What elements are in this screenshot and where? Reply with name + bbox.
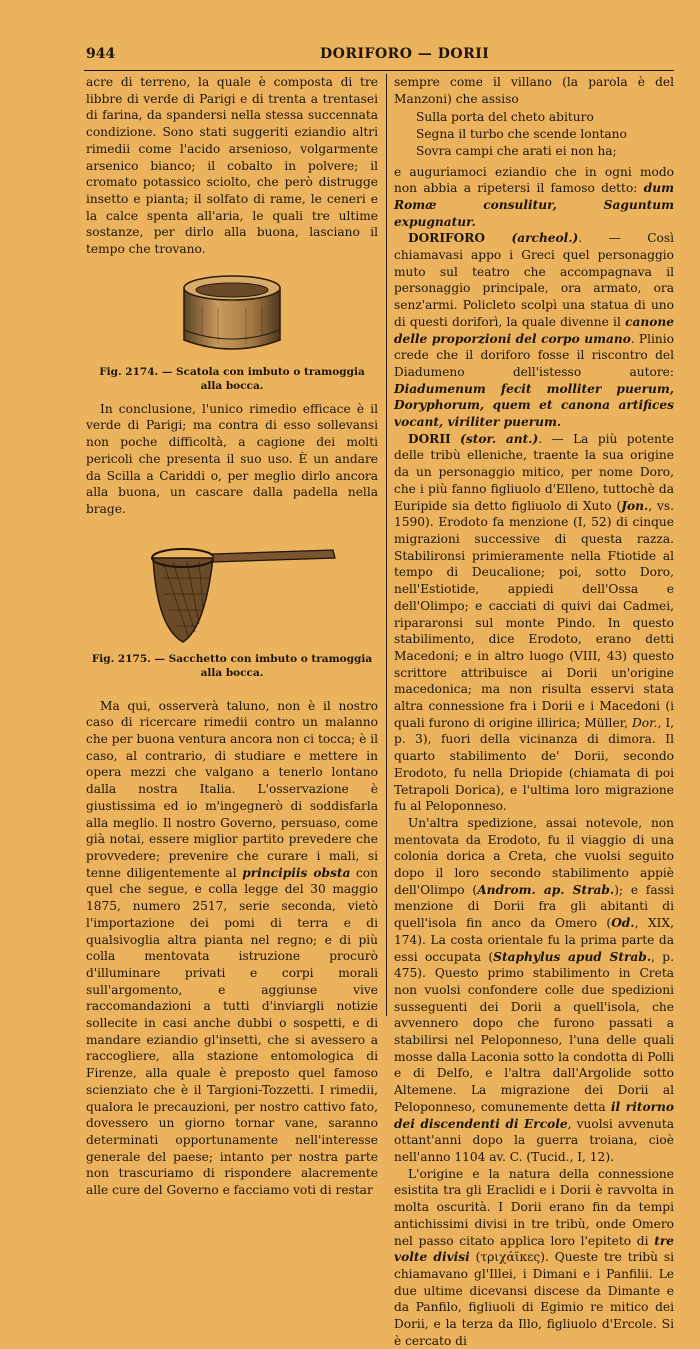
entry-doriforo: DORIFORO (archeol.). — Così chiamavasi appo i Greci quel personaggio muto sul teatro che accompagnava il personaggio principale, ora armato, ora senz'armi. Policleto scolpì una statua di uno di questi doriforì, la quale divenne il canone delle proporzioni del corpo umano. Plinio crede che il doriforo fosse il riscontro del Diadumeno dell'istesso autore: Diadumenum fecit molliter puerum, Doryphorum, quem et canona artifices vocant, viriliter puerum. xyxy=(394,231,675,430)
poem-line: Sulla porta del cheto abituro xyxy=(416,110,594,125)
citation: Androm. ap. Strab. xyxy=(477,882,615,897)
emphasis: tre volte divisi xyxy=(394,1233,675,1265)
entry-tag: (stor. ant.) xyxy=(460,431,539,446)
header-rule xyxy=(84,70,674,71)
poem-line: Segna il turbo che scende lontano xyxy=(416,127,627,142)
entry-headword: DORII xyxy=(408,431,451,446)
citation: Od. xyxy=(611,916,635,931)
left-column xyxy=(86,74,378,1199)
poem-quote xyxy=(394,109,674,159)
right-column xyxy=(394,74,674,1349)
poem-line: Sovra campi che arati ei non ha; xyxy=(416,143,617,158)
paragraph: Un'altra spedizione, assai notevole, non mentovata da Erodoto, fu il viaggio di una colonia dorica a Creta, che vuolsi seguito dopo il loro secondo stabilimento appiè dell'Olimpo (Androm. ap. Strab.); e fassi menzione di Dorii fra gli abitanti di quell'isola fin anco da Omero (Od., XIX, 174). La costa orientale fu la prima parte da essi occupata (Staphylus apud Strab., p. 475). Questo primo stabilimento in Creta non vuolsi confondere colle due spedizioni susseguenti dei Dorii a quell'isola, che avvennero dopo che furono passati a stabilirsi nel Peloponneso, l'una delle quali mosse dalla Laconia sotto la condotta di Polli e di Delfo, e l'altra dall'Argolide sotto Altemene. La migrazione dei Dorii al Peloponneso, comunemente detta il ritorno dei discendenti di Ercole, vuolsi avvenuta ottant'anni dopo la guerra troiana, cioè nell'anno 1104 av. C. (Tucid., I, 12). xyxy=(394,815,674,1164)
net-bag-with-funnel-illustration xyxy=(117,528,347,648)
column-separator xyxy=(386,74,387,1016)
emphasis: il ritorno dei discendenti di Ercole xyxy=(394,1099,674,1131)
latin-quote: Diadumenum fecit molliter puerum, Doryphorum, quem et canona artifices vocant, viriliter puerum. xyxy=(394,381,674,430)
box-with-funnel-illustration xyxy=(162,266,302,361)
citation: Dor. xyxy=(632,715,658,730)
paragraph: L'origine e la natura della connessione esistita tra gli Eraclidi e i Dorii è ravvolta in molta oscurità. I Dorii erano fin da tempi antichissimi divisi in tre tribù, onde Omero nel passo citato applica loro l'epiteto di tre volte divisi (τριχάϊκες). Queste tre tribù si chiamavano gl'Illei, i Dimani e i Panfilii. Le due ultime dicevansi discese da Dimante e da Panfilo, figliuoli di Egimio re mitico dei Dorii, e la terza da Illo, figliuolo d'Ercole. Si è cercato di xyxy=(394,1166,675,1348)
figure-caption xyxy=(86,652,378,680)
citation: Jon. xyxy=(621,498,649,513)
entry-headword: DORIFORO xyxy=(408,231,486,246)
emphasis: canone delle proporzioni del corpo umano xyxy=(394,314,675,346)
caption-line: alla bocca. xyxy=(200,379,264,392)
entry-dorii: DORII (stor. ant.). — La più potente delle tribù elleniche, traente la sua origine da un personaggio mitico, per nome Doro, che i più fanno figliuolo d'Elleno, tuttochè da Euripide sia detto figliuolo di Xuto (Jon., vs. 1590). Erodoto fa menzione (I, 52) di cinque migrazioni successive di questa razza. Stabilironsi primieramente nella Ftiotide al tempo di Deucalione; poi, sotto Doro, nell'Estiotide, appiedi dell'Ossa e dell'Olimpo; e cacciati di quivi dai Cadmei, ripararonsi sul monte Pindo. In questo stabilimento, dice Erodoto, erano detti Macedoni; e in altro luogo (VIII, 43) questo scrittore attribuisce ai Dorii un'origine macedonica; ma non risulta esservi stata altra connessione fra i Dorii e i Macedoni (i quali furono di origine illirica; Müller, Dor., I, p. 3), fuori della vicinanza di dimora. Il quarto stabilimento de' Dorii, secondo Erodoto, fu nella Driopide (chiamata di poi Tetrapoli Dorica), e l'ultima loro migrazione fu al Peloponneso. xyxy=(394,431,675,814)
caption-line: Fig. 2174. — Scatola con imbuto o tramoggia xyxy=(99,365,365,378)
entry-tag: (archeol.) xyxy=(511,231,579,246)
caption-line: Fig. 2175. — Sacchetto con imbuto o tramoggia xyxy=(91,652,373,665)
paragraph: e auguriamoci eziandio che in ogni modo non abbia a ripetersi il famoso detto: dum Romæ consulitur, Saguntum expugnatur. xyxy=(394,164,675,229)
latin-quote: dum Romæ consulitur, Saguntum expugnatur. xyxy=(394,181,675,229)
page-number: 944 xyxy=(86,46,116,62)
paragraph: sempre come il villano (la parola è del Manzoni) che assiso xyxy=(394,75,674,106)
citation: Staphylus apud Strab. xyxy=(493,949,652,964)
paragraph: acre di terreno, la quale è composta di tre libbre di verde di Parigi e di trenta a trentasei di farina, da spandersi nella stessa succennata condizione. Sono stati suggeriti eziandio altri rimedii come l'acido arsenioso, volgarmente arsenico bianco; il cobalto in polvere; il cromato potassico sciolto, che però distrugge insetto e pianta; il solfato di rame, le ceneri e la calce spenta all'aria, le quali tre ultime sostanze, per dirlo alla buona, lasciano il tempo che trovano. xyxy=(86,75,378,257)
figure-caption xyxy=(86,365,378,393)
caption-line: alla bocca. xyxy=(200,666,264,679)
paragraph: Ma qui, osserverà taluno, non è il nostro caso di ricercare rimedii contro un malanno che per buona ventura ancora non ci tocca; è il caso, al contrario, di studiare e mettere in opera mezzi che valgano a tenerlo lontano dalla nostra Italia. L'osservazione è giustissima ed io m'ingegnerò di soddisfarla alla meglio. Il nostro Governo, persuaso, come già notai, essere miglior partito prevedere che provvedere; prevenire che curare i mali, si tenne diligentemente al principiis obsta con quel che segue, e colla legge del 30 maggio 1875, numero 2517, serie seconda, vietò l'importazione dei pomi di terra e di qualsivoglia altra pianta nel regno; e di più colla mentovata istruzione procurò d'illuminare privati e corpi morali sull'argomento, e aggiunse vive raccomandazioni a tutti d'inviargli notizie sollecite in casi anche dubbi o sospetti, e di mandare eziandio gl'insetti, che si avessero a raccogliere, alla stazione entomologica di Firenze, alla quale è preposto quel famoso scienziato che è il Targioni-Tozzetti. I rimedii, qualora le precauzioni, per nostro cattivo fato, dovessero un giorno tornar vane, saranno determinati opportunamente nell'interesse generale del paese; intanto per nostra parte non trascuriamo di rispondere alacremente alle cure del Governo e facciamo voti di restar xyxy=(86,698,378,1198)
paragraph: In conclusione, l'unico rimedio efficace è il verde di Parigi; ma contra di esso sollevansi non poche difficoltà, a cagione dei molti pericoli che presenta il suo uso. È un andare da Scilla a Cariddi o, per meglio dirlo ancora alla buona, un cascare dalla padella nella brage. xyxy=(86,401,378,516)
emphasis: principiis obsta xyxy=(242,865,351,880)
running-head: DORIFORO — DORII xyxy=(320,46,490,62)
